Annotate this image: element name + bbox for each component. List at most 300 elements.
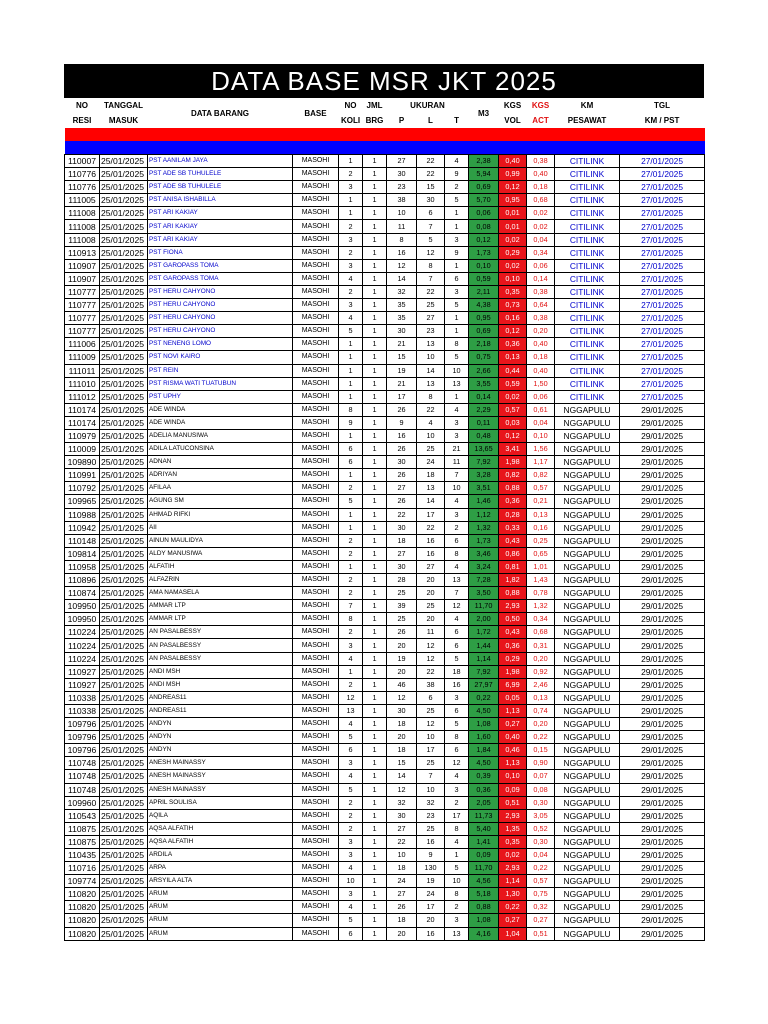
table-row [65,704,705,717]
cell-kgs-vol: 0,29 [499,652,527,665]
cell-l: 30 [417,194,445,207]
cell-m3: 0,75 [469,351,499,364]
cell-base: MASOHI [293,429,339,442]
cell-kgs-vol: 0,02 [499,233,527,246]
cell-km-pesawat: CITILINK [555,299,620,312]
cell-kgs-vol: 0,81 [499,560,527,573]
cell-tanggal-masuk: 25/01/2025 [100,351,148,364]
table-row [65,325,705,338]
cell-l: 20 [417,613,445,626]
cell-jml-brg: 1 [363,364,387,377]
table-row [65,272,705,285]
cell-m3: 2,29 [469,403,499,416]
cell-tanggal-masuk: 25/01/2025 [100,613,148,626]
cell-base: MASOHI [293,875,339,888]
cell-km-pesawat: NGGAPULU [555,469,620,482]
table-row [65,560,705,573]
cell-l: 13 [417,338,445,351]
cell-kgs-vol: 1,82 [499,574,527,587]
cell-base: MASOHI [293,325,339,338]
cell-data-barang: ADELIA MANUSIWA [148,429,293,442]
cell-jml-brg: 1 [363,665,387,678]
cell-t: 9 [445,168,469,181]
header-masuk: MASUK [108,116,139,125]
cell-l: 7 [417,272,445,285]
cell-jml-brg: 1 [363,482,387,495]
cell-tgl-km-pst: 29/01/2025 [620,547,705,560]
cell-data-barang: APRIL SOULISA [148,796,293,809]
cell-no-resi: 109960 [65,796,100,809]
cell-kgs-act: 1,50 [527,377,555,390]
cell-jml-brg: 1 [363,822,387,835]
cell-jml-brg: 1 [363,639,387,652]
cell-tgl-km-pst: 29/01/2025 [620,914,705,927]
cell-data-barang: PST NENENG LOMO [148,338,293,351]
cell-t: 5 [445,351,469,364]
cell-kgs-act: 0,57 [527,875,555,888]
header-brg: BRG [365,116,384,125]
cell-base: MASOHI [293,534,339,547]
cell-tanggal-masuk: 25/01/2025 [100,469,148,482]
cell-p: 30 [387,168,417,181]
cell-kgs-vol: 0,59 [499,377,527,390]
cell-m3: 3,24 [469,560,499,573]
cell-p: 39 [387,600,417,613]
cell-m3: 11,70 [469,862,499,875]
cell-t: 4 [445,770,469,783]
cell-t: 5 [445,862,469,875]
cell-kgs-vol: 0,51 [499,796,527,809]
cell-p: 30 [387,704,417,717]
cell-km-pesawat: CITILINK [555,220,620,233]
table-row [65,338,705,351]
table-row [65,639,705,652]
cell-tgl-km-pst: 29/01/2025 [620,770,705,783]
cell-base: MASOHI [293,155,339,168]
cell-tgl-km-pst: 27/01/2025 [620,220,705,233]
cell-m3: 3,51 [469,482,499,495]
cell-no-koli: 1 [339,429,363,442]
header-act: ACT [532,116,549,125]
table-row [65,731,705,744]
cell-p: 11 [387,220,417,233]
cell-kgs-vol: 0,27 [499,718,527,731]
cell-base: MASOHI [293,456,339,469]
cell-jml-brg: 1 [363,338,387,351]
table-row [65,456,705,469]
cell-jml-brg: 1 [363,862,387,875]
cell-tanggal-masuk: 25/01/2025 [100,731,148,744]
cell-no-resi: 111008 [65,220,100,233]
cell-data-barang: PST ARI KAKIAY [148,220,293,233]
cell-no-koli: 3 [339,639,363,652]
cell-tanggal-masuk: 25/01/2025 [100,796,148,809]
cell-no-resi: 111010 [65,377,100,390]
cell-l: 10 [417,351,445,364]
cell-l: 10 [417,429,445,442]
cell-no-koli: 1 [339,351,363,364]
header-no-resi: NO [76,101,88,110]
cell-m3: 0,88 [469,901,499,914]
cell-l: 25 [417,443,445,456]
sheet-title: DATA BASE MSR JKT 2025 [64,64,704,98]
cell-km-pesawat: NGGAPULU [555,508,620,521]
cell-tanggal-masuk: 25/01/2025 [100,325,148,338]
cell-tgl-km-pst: 29/01/2025 [620,731,705,744]
cell-m3: 1,84 [469,744,499,757]
cell-jml-brg: 1 [363,731,387,744]
table-row [65,168,705,181]
cell-jml-brg: 1 [363,325,387,338]
table-row [65,181,705,194]
cell-t: 8 [445,731,469,744]
table-row [65,534,705,547]
header-no-koli: NO [344,101,357,110]
cell-l: 27 [417,312,445,325]
table-row [65,914,705,927]
cell-m3: 2,66 [469,364,499,377]
cell-data-barang: ARUM [148,914,293,927]
cell-tgl-km-pst: 29/01/2025 [620,809,705,822]
cell-tgl-km-pst: 29/01/2025 [620,534,705,547]
cell-base: MASOHI [293,416,339,429]
cell-kgs-act: 1,01 [527,560,555,573]
cell-tgl-km-pst: 29/01/2025 [620,704,705,717]
cell-p: 17 [387,390,417,403]
cell-t: 1 [445,259,469,272]
cell-data-barang: PST AANILAM JAYA [148,155,293,168]
cell-tgl-km-pst: 29/01/2025 [620,456,705,469]
cell-l: 22 [417,168,445,181]
cell-m3: 1,14 [469,652,499,665]
cell-l: 8 [417,259,445,272]
cell-kgs-act: 0,82 [527,469,555,482]
cell-tgl-km-pst: 27/01/2025 [620,233,705,246]
cell-data-barang: AN PASALBESSY [148,639,293,652]
cell-p: 22 [387,835,417,848]
cell-tanggal-masuk: 25/01/2025 [100,927,148,940]
cell-tgl-km-pst: 29/01/2025 [620,443,705,456]
cell-tanggal-masuk: 25/01/2025 [100,704,148,717]
cell-km-pesawat: CITILINK [555,259,620,272]
cell-t: 10 [445,875,469,888]
cell-data-barang: PST ARI KAKIAY [148,233,293,246]
cell-m3: 1,12 [469,508,499,521]
cell-no-resi: 110820 [65,888,100,901]
cell-p: 12 [387,691,417,704]
cell-jml-brg: 1 [363,155,387,168]
cell-kgs-act: 0,90 [527,757,555,770]
cell-base: MASOHI [293,901,339,914]
cell-l: 18 [417,469,445,482]
cell-data-barang: PST FIONA [148,246,293,259]
cell-jml-brg: 1 [363,377,387,390]
cell-kgs-vol: 0,50 [499,613,527,626]
cell-km-pesawat: NGGAPULU [555,835,620,848]
cell-t: 6 [445,272,469,285]
cell-l: 24 [417,888,445,901]
cell-no-resi: 110875 [65,822,100,835]
cell-jml-brg: 1 [363,587,387,600]
table-row [65,835,705,848]
cell-l: 20 [417,574,445,587]
cell-t: 3 [445,508,469,521]
cell-kgs-act: 0,02 [527,207,555,220]
cell-no-koli: 4 [339,862,363,875]
cell-data-barang: AMMAR LTP [148,600,293,613]
cell-no-koli: 2 [339,168,363,181]
cell-l: 16 [417,534,445,547]
cell-p: 20 [387,639,417,652]
cell-p: 18 [387,718,417,731]
cell-p: 18 [387,914,417,927]
cell-jml-brg: 1 [363,443,387,456]
cell-tanggal-masuk: 25/01/2025 [100,862,148,875]
cell-l: 7 [417,770,445,783]
cell-t: 3 [445,914,469,927]
cell-m3: 0,95 [469,312,499,325]
table-row [65,377,705,390]
cell-tanggal-masuk: 25/01/2025 [100,416,148,429]
color-band [65,128,705,155]
cell-base: MASOHI [293,443,339,456]
cell-base: MASOHI [293,744,339,757]
cell-kgs-vol: 0,40 [499,155,527,168]
table-row [65,220,705,233]
cell-tanggal-masuk: 25/01/2025 [100,770,148,783]
cell-km-pesawat: NGGAPULU [555,482,620,495]
cell-no-koli: 5 [339,783,363,796]
cell-jml-brg: 1 [363,770,387,783]
cell-tgl-km-pst: 27/01/2025 [620,246,705,259]
cell-no-resi: 110776 [65,168,100,181]
cell-l: 12 [417,718,445,731]
cell-tanggal-masuk: 25/01/2025 [100,901,148,914]
cell-m3: 3,50 [469,587,499,600]
cell-kgs-vol: 0,46 [499,744,527,757]
cell-t: 8 [445,547,469,560]
cell-no-resi: 110927 [65,678,100,691]
cell-kgs-act: 0,18 [527,351,555,364]
cell-l: 12 [417,246,445,259]
cell-t: 5 [445,718,469,731]
cell-p: 28 [387,574,417,587]
cell-no-resi: 110820 [65,927,100,940]
cell-tanggal-masuk: 25/01/2025 [100,285,148,298]
cell-kgs-act: 0,68 [527,194,555,207]
cell-jml-brg: 1 [363,875,387,888]
cell-no-resi: 111011 [65,364,100,377]
table-row [65,207,705,220]
cell-kgs-act: 0,75 [527,888,555,901]
cell-tanggal-masuk: 25/01/2025 [100,652,148,665]
cell-no-koli: 3 [339,848,363,861]
cell-tanggal-masuk: 25/01/2025 [100,626,148,639]
cell-t: 3 [445,233,469,246]
cell-kgs-vol: 1,30 [499,888,527,901]
table-row [65,495,705,508]
cell-t: 8 [445,338,469,351]
cell-jml-brg: 1 [363,390,387,403]
cell-m3: 0,36 [469,783,499,796]
cell-jml-brg: 1 [363,299,387,312]
cell-km-pesawat: CITILINK [555,325,620,338]
cell-t: 4 [445,835,469,848]
cell-no-koli: 1 [339,338,363,351]
cell-km-pesawat: NGGAPULU [555,718,620,731]
cell-l: 10 [417,731,445,744]
cell-m3: 0,69 [469,325,499,338]
cell-km-pesawat: NGGAPULU [555,796,620,809]
cell-data-barang: AMMAR LTP [148,613,293,626]
cell-no-koli: 4 [339,312,363,325]
cell-l: 22 [417,403,445,416]
cell-kgs-vol: 0,05 [499,691,527,704]
table-row [65,521,705,534]
cell-jml-brg: 1 [363,691,387,704]
cell-tgl-km-pst: 27/01/2025 [620,299,705,312]
cell-l: 19 [417,875,445,888]
cell-no-koli: 5 [339,495,363,508]
cell-jml-brg: 1 [363,416,387,429]
cell-base: MASOHI [293,312,339,325]
cell-l: 22 [417,285,445,298]
cell-l: 13 [417,482,445,495]
table-row [65,351,705,364]
table-row [65,862,705,875]
cell-no-koli: 2 [339,220,363,233]
cell-kgs-act: 0,31 [527,639,555,652]
cell-l: 38 [417,678,445,691]
cell-t: 13 [445,574,469,587]
cell-jml-brg: 1 [363,456,387,469]
cell-jml-brg: 1 [363,744,387,757]
cell-no-resi: 110748 [65,757,100,770]
cell-kgs-vol: 0,12 [499,429,527,442]
table-row [65,678,705,691]
cell-base: MASOHI [293,168,339,181]
cell-kgs-act: 0,34 [527,246,555,259]
cell-kgs-vol: 0,86 [499,547,527,560]
cell-km-pesawat: NGGAPULU [555,822,620,835]
cell-tgl-km-pst: 27/01/2025 [620,325,705,338]
cell-t: 2 [445,181,469,194]
cell-data-barang: PST GAROPASS TOMA [148,259,293,272]
cell-jml-brg: 1 [363,888,387,901]
cell-m3: 5,94 [469,168,499,181]
table-row [65,285,705,298]
cell-jml-brg: 1 [363,429,387,442]
cell-no-koli: 7 [339,600,363,613]
cell-l: 6 [417,207,445,220]
cell-jml-brg: 1 [363,757,387,770]
cell-tgl-km-pst: 29/01/2025 [620,665,705,678]
cell-tgl-km-pst: 29/01/2025 [620,652,705,665]
cell-km-pesawat: CITILINK [555,246,620,259]
cell-base: MASOHI [293,560,339,573]
cell-base: MASOHI [293,469,339,482]
cell-kgs-act: 0,20 [527,718,555,731]
cell-tgl-km-pst: 29/01/2025 [620,482,705,495]
header-pesawat: PESAWAT [567,116,607,125]
cell-m3: 1,41 [469,835,499,848]
cell-kgs-act: 0,27 [527,914,555,927]
cell-t: 2 [445,521,469,534]
table-row [65,809,705,822]
cell-tanggal-masuk: 25/01/2025 [100,443,148,456]
cell-km-pesawat: NGGAPULU [555,704,620,717]
cell-l: 22 [417,665,445,678]
table-row [65,665,705,678]
cell-tanggal-masuk: 25/01/2025 [100,429,148,442]
cell-no-resi: 110224 [65,626,100,639]
cell-km-pesawat: NGGAPULU [555,757,620,770]
cell-no-koli: 2 [339,626,363,639]
cell-no-koli: 1 [339,469,363,482]
cell-tgl-km-pst: 29/01/2025 [620,835,705,848]
cell-t: 1 [445,390,469,403]
cell-base: MASOHI [293,482,339,495]
cell-m3: 4,50 [469,704,499,717]
cell-kgs-act: 0,68 [527,626,555,639]
table-row [65,443,705,456]
cell-p: 20 [387,927,417,940]
cell-tgl-km-pst: 27/01/2025 [620,181,705,194]
cell-t: 6 [445,639,469,652]
cell-m3: 11,70 [469,600,499,613]
cell-t: 6 [445,534,469,547]
cell-kgs-act: 0,20 [527,325,555,338]
cell-km-pesawat: CITILINK [555,312,620,325]
cell-kgs-act: 1,32 [527,600,555,613]
cell-no-koli: 3 [339,835,363,848]
cell-m3: 4,38 [469,299,499,312]
cell-data-barang: ARDILA [148,848,293,861]
cell-no-resi: 110979 [65,429,100,442]
cell-kgs-act: 0,04 [527,233,555,246]
cell-tanggal-masuk: 25/01/2025 [100,272,148,285]
cell-tgl-km-pst: 29/01/2025 [620,429,705,442]
cell-m3: 2,38 [469,155,499,168]
table-row [65,574,705,587]
cell-t: 4 [445,403,469,416]
cell-kgs-vol: 1,13 [499,757,527,770]
cell-l: 130 [417,862,445,875]
cell-data-barang: PST UPHY [148,390,293,403]
cell-base: MASOHI [293,259,339,272]
cell-km-pesawat: NGGAPULU [555,600,620,613]
cell-tgl-km-pst: 27/01/2025 [620,272,705,285]
cell-l: 12 [417,639,445,652]
cell-km-pesawat: NGGAPULU [555,626,620,639]
cell-no-koli: 6 [339,927,363,940]
cell-base: MASOHI [293,220,339,233]
cell-kgs-act: 0,74 [527,704,555,717]
cell-m3: 1,73 [469,246,499,259]
header-tanggal: TANGGAL [104,101,143,110]
cell-no-koli: 4 [339,272,363,285]
cell-p: 30 [387,456,417,469]
cell-t: 4 [445,495,469,508]
cell-kgs-act: 0,13 [527,508,555,521]
cell-kgs-vol: 0,44 [499,364,527,377]
cell-base: MASOHI [293,796,339,809]
cell-no-resi: 111008 [65,207,100,220]
cell-base: MASOHI [293,613,339,626]
cell-no-koli: 3 [339,233,363,246]
cell-km-pesawat: NGGAPULU [555,574,620,587]
cell-km-pesawat: NGGAPULU [555,639,620,652]
